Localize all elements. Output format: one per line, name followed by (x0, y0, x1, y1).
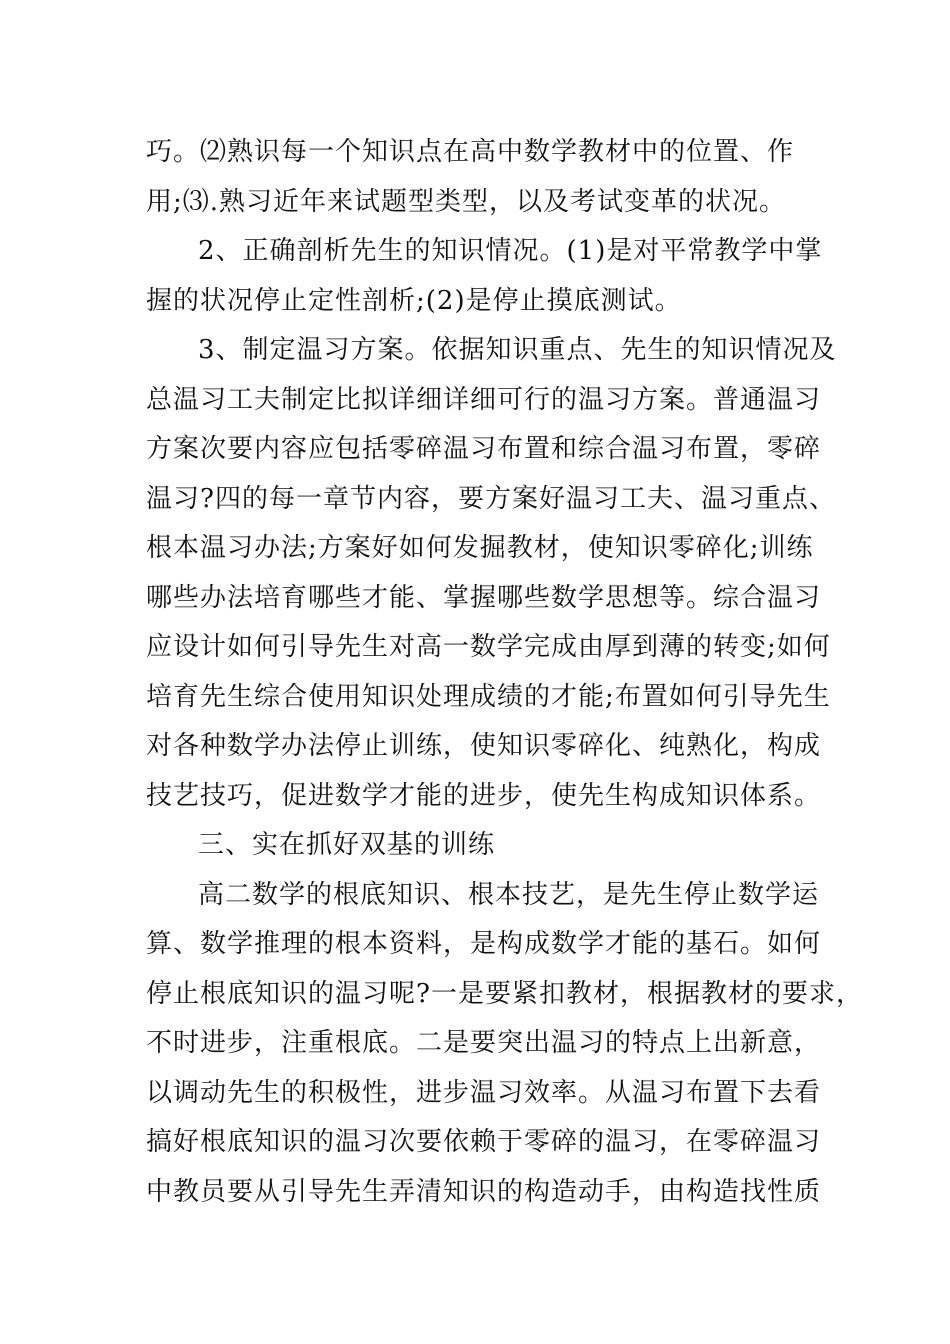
text-line: 以调动先生的积极性，进步温习效率。从温习布置下去看 (146, 1077, 822, 1108)
text-line: 中教员要从引导先生弄清知识的构造动手，由构造找性质 (146, 1176, 822, 1207)
text-line: 哪些办法培育哪些才能、掌握哪些数学思想等。综合温习 (146, 582, 822, 613)
text-line: 培育先生综合使用知识处理成绩的才能;布置如何引导先生 (146, 681, 831, 712)
text-line: 对各种数学办法停止训练，使知识零碎化、纯熟化，构成 (146, 731, 822, 761)
text-line: 根本温习办法;方案好如何发掘教材，使知识零碎化;训练 (146, 533, 814, 563)
section-heading: 三、实在抓好双基的训练 (198, 830, 496, 860)
body-text (146, 128, 863, 1217)
text-line: 巧。⑵熟识每一个知识点在高中数学教材中的位置、作 (146, 137, 795, 167)
text-line: 用;⑶.熟习近年来试题型类型，以及考试变革的状况。 (146, 186, 787, 217)
text-line: 算、数学推理的根本资料，是构成数学才能的基石。如何 (146, 929, 822, 959)
text-line: 应设计如何引导先生对高一数学完成由厚到薄的转变;如何 (146, 632, 831, 662)
text-line: 温习?四的每一章节内容，要方案好温习工夫、温习重点、 (146, 483, 836, 514)
text-line: 搞好根底知识的温习次要依赖于零碎的温习，在零碎温习 (146, 1127, 822, 1157)
paragraph-start-line: 3、制定温习方案。依据知识重点、先生的知识情况及 (198, 335, 837, 365)
paragraph-start-line: 高二数学的根底知识、根本技艺，是先生停止数学运 (198, 879, 820, 910)
paragraph-start-line: 2、正确剖析先生的知识情况。(1)是对平常教学中掌 (198, 236, 823, 266)
text-line: 握的状况停止定性剖析;(2)是停止摸底测试。 (146, 285, 682, 316)
text-line: 方案次要内容应包括零碎温习布置和综合温习布置，零碎 (146, 434, 822, 464)
text-line: 停止根底知识的温习呢?一是要紧扣教材，根据教材的要求， (146, 978, 863, 1009)
text-line: 总温习工夫制定比拟详细详细可行的温习方案。普通温习 (146, 384, 822, 415)
text-line: 不时进步，注重根底。二是要突出温习的特点上出新意， (146, 1028, 822, 1058)
text-line: 技艺技巧，促进数学才能的进步，使先生构成知识体系。 (146, 780, 822, 811)
